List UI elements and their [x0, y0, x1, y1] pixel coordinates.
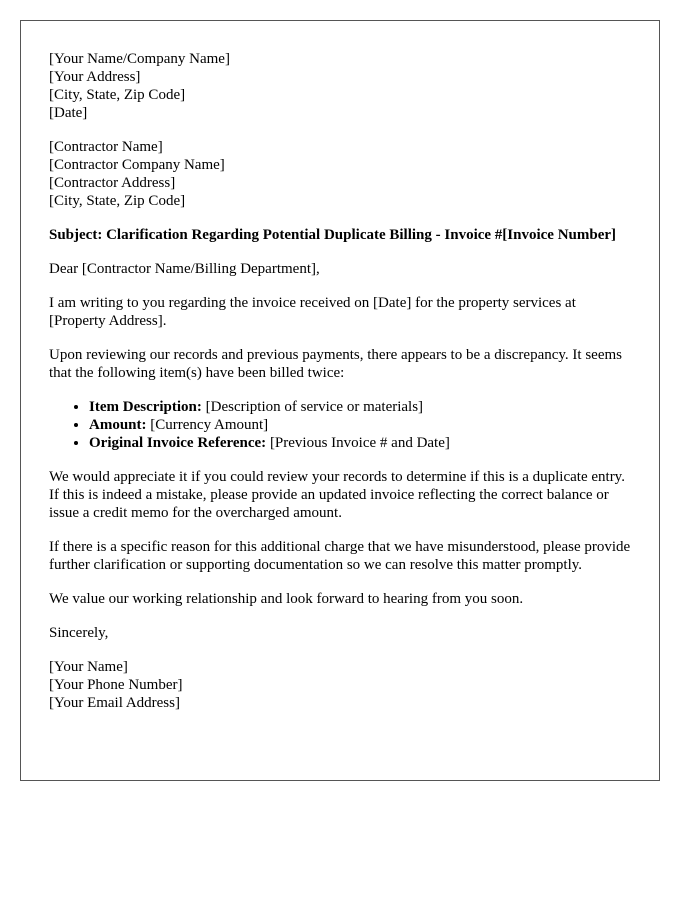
- item-label: Amount:: [89, 417, 147, 433]
- list-item: [89, 398, 631, 416]
- signature-name: [Your Name]: [49, 659, 128, 675]
- recipient-city: [City, State, Zip Code]: [49, 193, 186, 209]
- sender-city: [City, State, Zip Code]: [49, 87, 186, 103]
- paragraph-intro: I am writing to you regarding the invoice received on [Date] for the property services at [Property Address].: [49, 295, 576, 329]
- letter-date: [Date]: [49, 105, 88, 121]
- item-value: [Currency Amount]: [146, 417, 269, 433]
- paragraph-discrepancy: Upon reviewing our records and previous payments, there appears to be a discrepancy. It seems that the following item(s) have been billed twice:: [49, 347, 622, 381]
- sender-name: [Your Name/Company Name]: [49, 51, 230, 67]
- sender-address: [Your Address]: [49, 69, 141, 85]
- closing: Sincerely,: [49, 625, 109, 641]
- signature-block: [49, 658, 631, 712]
- item-label: Original Invoice Reference:: [89, 435, 267, 451]
- salutation: Dear [Contractor Name/Billing Department],: [49, 261, 320, 277]
- subject-line: Subject: Clarification Regarding Potential Duplicate Billing - Invoice #[Invoice Number]: [49, 227, 617, 243]
- item-label: Item Description:: [89, 399, 202, 415]
- signature-email: [Your Email Address]: [49, 695, 180, 711]
- recipient-name: [Contractor Name]: [49, 139, 163, 155]
- signature-phone: [Your Phone Number]: [49, 677, 183, 693]
- recipient-address: [Contractor Address]: [49, 175, 176, 191]
- letter-page: [20, 20, 660, 781]
- recipient-block: [49, 138, 631, 210]
- item-value: [Previous Invoice # and Date]: [266, 435, 450, 451]
- list-item: [89, 416, 631, 434]
- recipient-company: [Contractor Company Name]: [49, 157, 225, 173]
- sender-block: [49, 50, 631, 122]
- paragraph-request: We would appreciate it if you could review your records to determine if this is a duplicate entry. If this is indeed a mistake, please provide an updated invoice reflecting the correct balance or issue a credit memo for the overcharged amount.: [49, 469, 625, 521]
- item-value: [Description of service or materials]: [201, 399, 424, 415]
- paragraph-clarification: If there is a specific reason for this additional charge that we have misunderstood, please provide further clarification or supporting documentation so we can resolve this matter promptly.: [49, 539, 631, 573]
- paragraph-relationship: We value our working relationship and look forward to hearing from you soon.: [49, 591, 524, 607]
- list-item: [89, 434, 631, 452]
- billed-items-list: [49, 398, 631, 452]
